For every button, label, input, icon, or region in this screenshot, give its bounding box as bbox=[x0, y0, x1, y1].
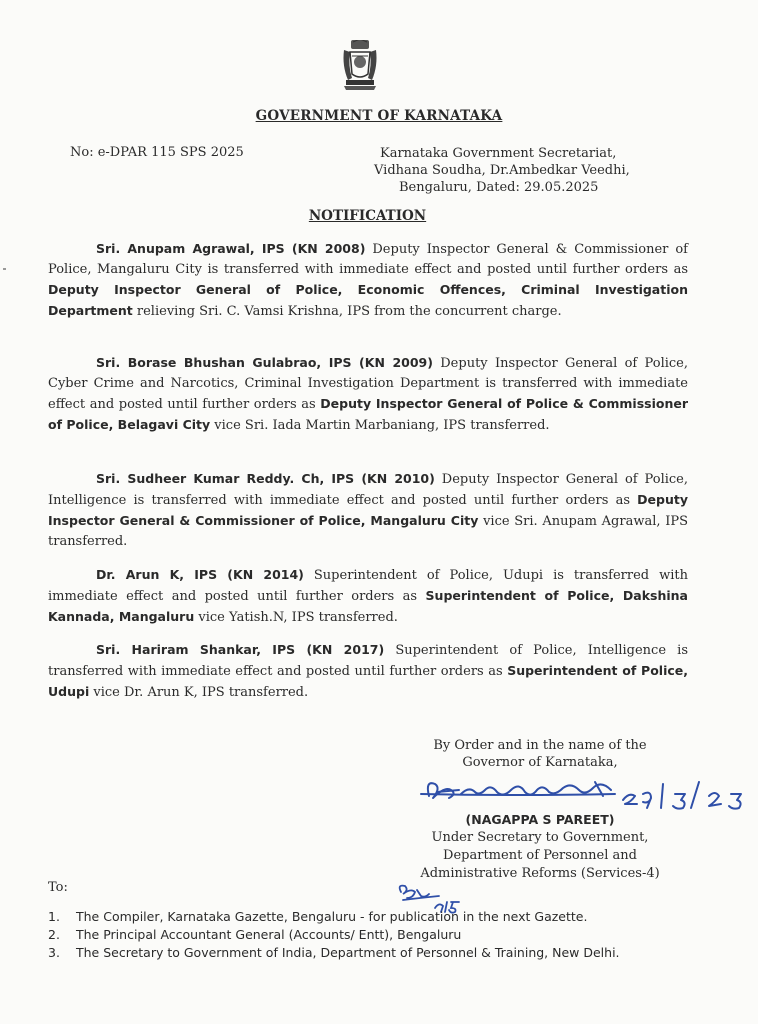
signatory-department: Administrative Reforms (Services-4) bbox=[420, 866, 660, 881]
order-text: Deputy Inspector General of Police, Intelligence is transferred with immediate effect and posted until further orders as bbox=[48, 472, 688, 508]
order-paragraph bbox=[48, 239, 688, 322]
posting: Deputy Inspector General of Police & Commissioner of Police, Belagavi City bbox=[48, 396, 689, 432]
signatory-block bbox=[415, 811, 665, 883]
posting: Deputy Inspector General of Police, Economic Offences, Criminal Investigation Department bbox=[48, 282, 688, 318]
list-item bbox=[48, 944, 688, 961]
signatory-department: Department of Personnel and bbox=[443, 848, 637, 863]
list-item bbox=[48, 926, 688, 943]
government-title: GOVERNMENT OF KARNATAKA bbox=[255, 108, 503, 124]
item-text: The Secretary to Government of India, Department of Personnel & Training, New Delhi. bbox=[76, 945, 620, 960]
item-text: The Principal Accountant General (Accounts/ Entt), Bengaluru bbox=[76, 927, 462, 942]
handwritten-signature bbox=[415, 772, 758, 812]
order-text: Deputy Inspector General of Police, Cyber Crime and Narcotics, Criminal Investigation Department is transferred with immediate effect and posted until further orders as bbox=[48, 356, 688, 412]
order-text: vice Dr. Arun K, IPS transferred. bbox=[89, 685, 309, 700]
karnataka-state-emblem-icon bbox=[338, 40, 382, 92]
officer-name: Sri. Hariram Shankar, IPS (KN 2017) bbox=[96, 642, 385, 657]
order-text: vice Sri. Anupam Agrawal, IPS transferred. bbox=[48, 514, 688, 549]
officer-name: Sri. Sudheer Kumar Reddy. Ch, IPS (KN 2010) bbox=[96, 471, 435, 486]
order-paragraph bbox=[48, 469, 688, 552]
order-text: vice Sri. Iada Martin Marbaniang, IPS transferred. bbox=[210, 418, 550, 433]
to-label: To: bbox=[48, 880, 68, 895]
address-line: Vidhana Soudha, Dr.Ambedkar Veedhi, bbox=[374, 163, 630, 178]
address-line: Karnataka Government Secretariat, bbox=[380, 146, 617, 161]
order-text: relieving Sri. C. Vamsi Krishna, IPS from the concurrent charge. bbox=[132, 304, 562, 319]
item-text: The Compiler, Karnataka Gazette, Bengaluru - for publication in the next Gazette. bbox=[76, 909, 588, 924]
office-address bbox=[374, 145, 630, 196]
order-text: vice Yatish.N, IPS transferred. bbox=[194, 610, 398, 625]
margin-mark bbox=[3, 268, 6, 270]
authority-line bbox=[415, 737, 665, 771]
notification-heading: NOTIFICATION bbox=[308, 208, 427, 224]
distribution-list bbox=[48, 908, 688, 962]
authority-text: By Order and in the name of the bbox=[433, 738, 647, 753]
signatory-designation: Under Secretary to Government, bbox=[431, 830, 649, 845]
item-number: 3. bbox=[48, 945, 60, 960]
signatory-name: (NAGAPPA S PAREET) bbox=[465, 812, 615, 827]
item-number: 2. bbox=[48, 927, 60, 942]
order-text: Superintendent of Police, Intelligence is transferred with immediate effect and posted until further orders as bbox=[48, 643, 688, 679]
order-paragraph bbox=[48, 565, 688, 628]
list-item bbox=[48, 908, 688, 925]
officer-name: Sri. Borase Bhushan Gulabrao, IPS (KN 2009) bbox=[96, 355, 433, 370]
order-text: Deputy Inspector General & Commissioner of Police, Mangaluru City is transferred with immediate effect and posted until further orders as bbox=[48, 242, 688, 277]
order-paragraph bbox=[48, 640, 688, 703]
posting: Deputy Inspector General & Commissioner of Police, Mangaluru City bbox=[48, 492, 688, 528]
posting: Superintendent of Police, Dakshina Kannada, Mangaluru bbox=[48, 588, 688, 624]
order-paragraph bbox=[48, 353, 688, 436]
item-number: 1. bbox=[48, 909, 60, 924]
reference-number: No: e-DPAR 115 SPS 2025 bbox=[70, 145, 244, 160]
posting: Superintendent of Police, Udupi bbox=[48, 663, 688, 699]
officer-name: Dr. Arun K, IPS (KN 2014) bbox=[96, 567, 304, 582]
date-line: Bengaluru, Dated: 29.05.2025 bbox=[399, 180, 599, 195]
officer-name: Sri. Anupam Agrawal, IPS (KN 2008) bbox=[96, 241, 366, 256]
order-text: Superintendent of Police, Udupi is transferred with immediate effect and posted until further orders as bbox=[48, 568, 689, 604]
authority-text: Governor of Karnataka, bbox=[462, 755, 618, 770]
